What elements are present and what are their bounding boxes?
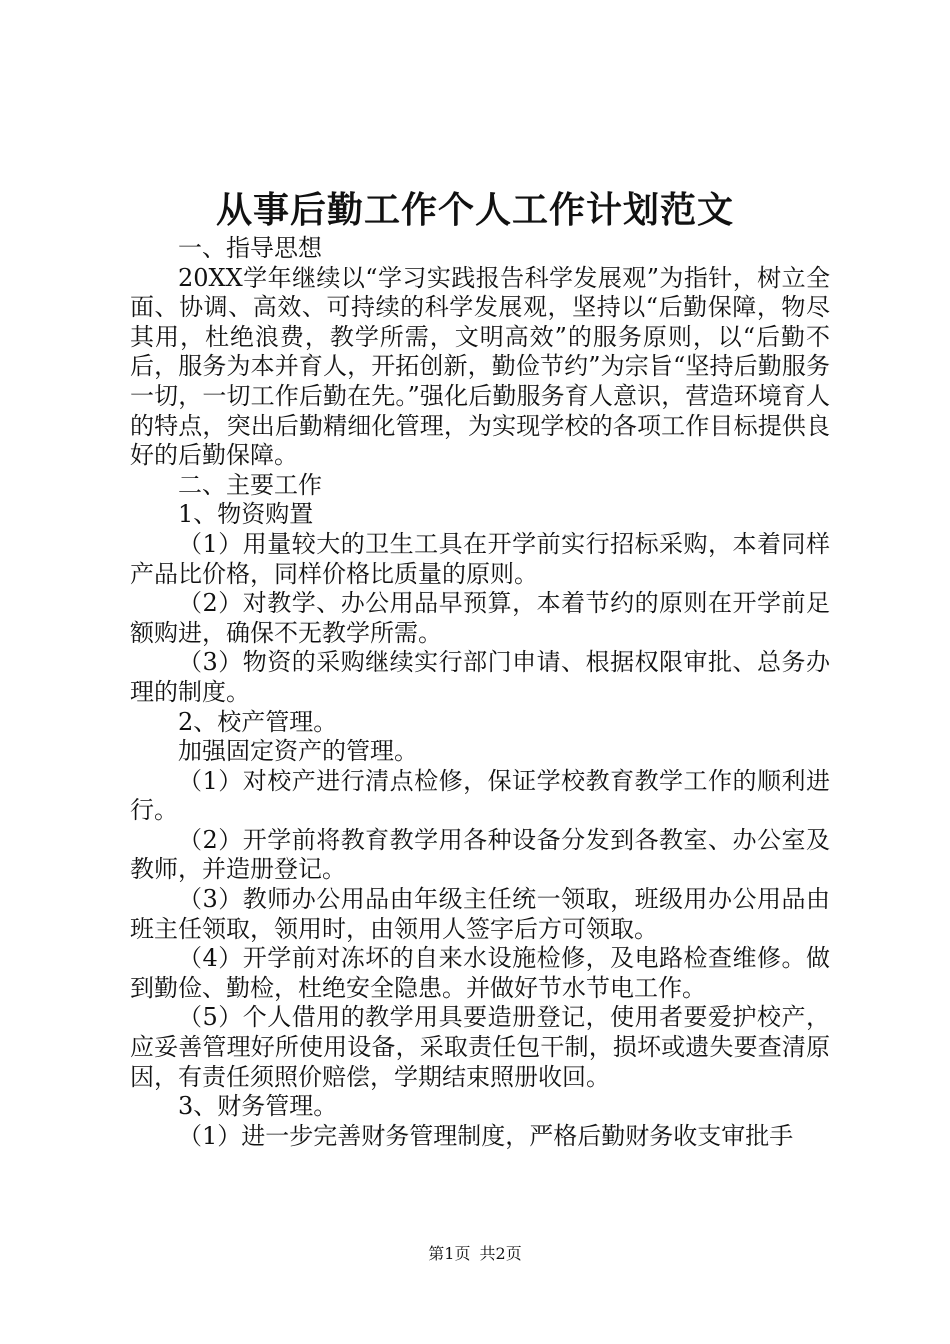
body-paragraph: （2）开学前将教育教学用各种设备分发到各教室、办公室及教师，并造册登记。 [130, 825, 830, 884]
body-paragraph: （4）开学前对冻坏的自来水设施检修，及电路检查维修。做到勤俭、勤检，杜绝安全隐患。并做好节水节电工作。 [130, 944, 830, 1002]
section-heading: 一、指导思想 [178, 234, 322, 262]
body-paragraph: （1）用量较大的卫生工具在开学前实行招标采购，本着同样产品比价格，同样价格比质量的原则。 [130, 529, 830, 588]
body-paragraph: （3）教师办公用品由年级主任统一领取，班级用办公用品由班主任领取，领用时，由领用人签字后方可领取。 [130, 885, 830, 943]
subsection-heading: 3、财务管理。 [178, 1092, 338, 1121]
subsection-heading: 1、物资购置 [178, 500, 314, 529]
page-total: 共2页 [479, 1244, 522, 1263]
body-paragraph: 加强固定资产的管理。 [178, 737, 418, 766]
document-title: 从事后勤工作个人工作计划范文 [215, 189, 734, 231]
subsection-heading: 2、校产管理。 [178, 707, 338, 736]
page-footer [0, 1244, 950, 1264]
body-paragraph: （5）个人借用的教学用具要造册登记，使用者要爱护校产，应妥善管理好所使用设备，采取责任包干制，损坏或遗失要查清原因，有责任须照价赔偿，学期结束照册收回。 [130, 1003, 830, 1091]
page-number: 第1页 [428, 1244, 471, 1263]
body-paragraph: （1）对校产进行清点检修，保证学校教育教学工作的顺利进行。 [130, 766, 830, 825]
body-paragraph: （1）进一步完善财务管理制度，严格后勤财务收支审批手 [178, 1121, 794, 1150]
body-paragraph: 20XX学年继续以“学习实践报告科学发展观”为指针，树立全面、协调、高效、可持续的科学发展观，坚持以“后勤保障，物尽其用，杜绝浪费，教学所需，文明高效”的服务原则，以“后勤不后，服务为本并育人，开拓创新，勤俭节约”为宗旨“坚持后勤服务一切，一切工作后勤在先。”强化后勤服务育人意识，营造环境育人的特点，突出后勤精细化管理，为实现学校的各项工作目标提供良好的后勤保障。 [130, 263, 830, 470]
section-heading: 二、主要工作 [178, 470, 322, 499]
body-paragraph: （3）物资的采购继续实行部门申请、根据权限审批、总务办理的制度。 [130, 648, 830, 706]
document-body [130, 234, 830, 1151]
body-paragraph: （2）对教学、办公用品早预算，本着节约的原则在开学前足额购进，确保不无教学所需。 [130, 589, 830, 647]
